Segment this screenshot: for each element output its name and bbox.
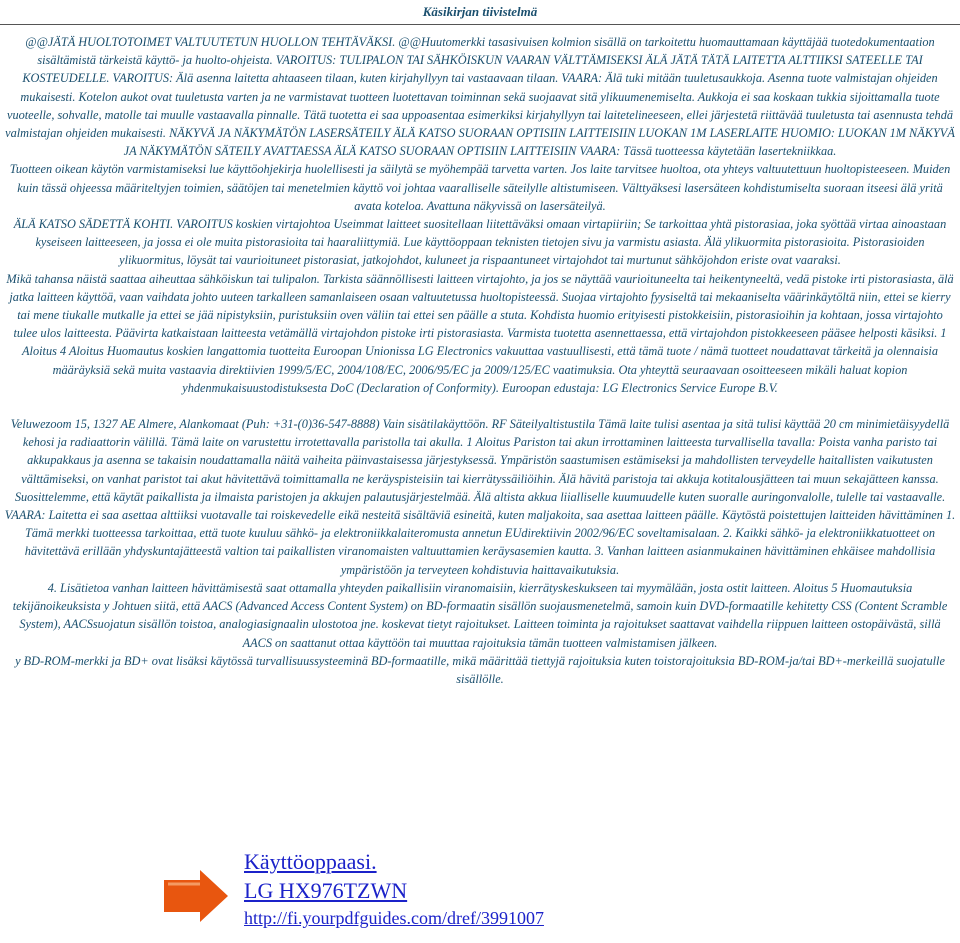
paragraph-usage: Tuotteen oikean käytön varmistamiseksi lue käyttöohjekirja huolellisesti ja säilytä se myöhempää tarvetta varten. Jos laite tarvitsee huoltoa, ota yhteys valtuutettuun huoltopisteeseen. Muiden kuin tässä ohjeessa määriteltyjen toimien, säätöjen tai menetelmien käyttö voi johtaa vaaralliselle säteilylle altistumiseen. Välttyäksesi lasersäteen kohdistumiselta suoraan itseesi älä yritä avata koteloa. Avattuna näkyvissä on lasersäteilyä. (9, 162, 951, 213)
paragraph-cord-care: Mikä tahansa näistä saattaa aiheuttaa sähköiskun tai tulipalon. Tarkista säännöllisesti laitteen virtajohto, ja jos se näyttää vaurioituneelta tai heikentyneeltä, vedä pistoke irti pistorasiasta, älä jatka laitteen käyttöä, vaan vaihdata johto uuteen tarkalleen samanlaiseen osaan valtuutetussa huoltopisteessä. Suojaa virtajohto fyysiseltä tai mekaaniselta väärinkäytöltä niin, ettei se kierry tai mene tiukalle mutkalle ja ettei se jää nipistyksiin, puristuksiin oven väliin tai ettei sen päälle a stuta. Kohdista huomio erityisesti pistokkeisiin, pistorasioihin ja kohtaan, jossa virtajohto tulee ulos laitteesta. Päävirta katkaistaan laitteesta vetämällä virtajohdon pistoke irti pistorasiasta. Varmista tuotetta asennettaessa, että virtajohdon pistokkeeseen pääsee helposti käsiksi. 1 Aloitus 4 Aloitus Huomautus koskien langattomia tuotteita Euroopan Unionissa LG Electronics vakuuttaa vastuullisesti, että tämä tuote / nämä tuotteet noudattavat tärkeitä ja olennaisia määräyksiä sekä muita vastaavia direktiivien 1999/5/EC, 2004/108/EC, 2006/95/EC ja 2009/125/EC vaatimuksia. Ota yhteyttä seuraavaan osoitteeseen mikäli haluat kopion yhdenmukaisuustodistuksesta DoC (Declaration of Conformity). Euroopan edustaja: LG Electronics Service Europe B.V. (6, 271, 954, 395)
paragraph-power-cord: ÄLÄ KATSO SÄDETTÄ KOHTI. VAROITUS koskien virtajohtoa Useimmat laitteet suositellaan liitettäväksi omaan virtapiiriin; Se tarkoittaa yhtä pistorasiaa, joka syöttää virtaa ainoastaan kyseiseen laitteeseen, ja jossa ei ole muita pistorasioita tai haaraliittymiä. Lue käyttöoppaan teknisten tietojen sivu ja varmistu asiasta. Älä ylikuormita pistorasioita. Pistorasioiden ylikuormitus, löysät tai vaurioituneet pistorasiat, jatkojohdot, kuluneet ja rispaantuneet virtajohdot tai murtunut sähköjohdon eriste ovat vaaraksi. (13, 217, 947, 268)
page-title: Käsikirjan tiivistelmä (422, 4, 538, 19)
manual-summary-body (4, 25, 956, 688)
paragraph-spacer (4, 397, 956, 415)
paragraph-copyright: 4. Lisätietoa vanhan laitteen hävittämisestä saat ottamalla yhteyden paikallisiin viranomaisiin, kierrätyskeskukseen tai myymälään, josta ostit laitteen. Aloitus 5 Huomautuksia tekijänoikeuksista y Johtuen siitä, että AACS (Advanced Access Content System) on BD-formaatin sisällön suojausmenetelmä, samoin kuin DVD-formaatille kehitetty CSS (Content Scramble System), AACSsuojatun sisällön toistoa, analogiasignaalin ulostotoa jne. koskevat tietyt rajoitukset. Laitteen toiminta ja rajoitukset saattavat vaihdella riippuen laitteen ostopäivästä, sillä AACS on saattanut ottaa käyttöön tai muuttaa rajoituksia tämän tuotteen valmistamisen jälkeen. (12, 580, 948, 650)
footer-links (244, 848, 544, 930)
paragraph-safety: @@JÄTÄ HUOLTOTOIMET VALTUUTETUN HUOLLON TEHTÄVÄKSI. @@Huutomerkki tasasivuisen kolmion sisällä on tarkoitettu huomauttamaan käyttäjää tuotedokumentaation sisältämistä tärkeistä käyttö- ja huolto-ohjeista. VAROITUS: TULIPALON TAI SÄHKÖISKUN VAARAN VÄLTTÄMISEKSI ÄLÄ JÄTÄ TÄTÄ LAITETTA ALTTIIKSI SATEELLE TAI KOSTEUDELLE. VAROITUS: Älä asenna laitetta ahtaaseen tilaan, kuten kirjahyllyyn tai vastaavaan tilaan. VAARA: Älä tuki mitään tuuletusaukkoja. Asenna tuote valmistajan ohjeiden mukaisesti. Kotelon aukot ovat tuuletusta varten ja ne varmistavat tuotteen luotettavan toiminnan sekä suojaavat sitä ylikuumenemiselta. Aukkoja ei saa koskaan tukkia sijoittamalla tuote vuoteelle, sohvalle, matolle tai muulle vastaavalla pinnalle. Tätä tuotetta ei saa uppoasentaa esimerkiksi kirjahyllyyn tai laitetelineeseen, ellei järjestetä riittävää tuuletusta tai asennusta tehdä valmistajan ohjeiden mukaisesti. NÄKYVÄ JA NÄKYMÄTÖN LASERSÄTEILY ÄLÄ KATSO SUORAAN OPTISIIN LAITTEISIIN LUOKAN 1M LASERLAITE HUOMIO: LUOKAN 1M NÄKYVÄ JA NÄKYMÄTÖN SÄTEILY AVATTAESSA ÄLÄ KATSO SUORAAN OPTISIIN LAITTEISIIN VAARA: Tässä tuotteessa käytetään lasertekniikkaa. (5, 35, 955, 159)
paragraph-disposal: Tämä merkki tuotteessa tarkoittaa, että tuote kuuluu sähkö- ja elektroniikkalaiteromusta annetun EUdirektiivin 2002/96/EC soveltamisalaan. 2. Kaikki sähkö- ja elektroniikkatuotteet on hävitettävä erillään yhdyskuntajätteestä valtion tai paikallisten viranomaisten valtuuttamien keräysasemien kautta. 3. Vanhan laitteen asianmukainen hävittäminen ehkäisee mahdollisia ympäristöön ja terveyteen kohdistuvia haittavaikutuksia. (24, 526, 936, 577)
manual-link[interactable]: Käyttöoppaasi. (244, 849, 377, 874)
model-link[interactable]: LG HX976TZWN (244, 878, 408, 903)
guide-url-link[interactable]: http://fi.yourpdfguides.com/dref/3991007 (244, 908, 544, 928)
paragraph-bd-rom: y BD-ROM-merkki ja BD+ ovat lisäksi käytössä turvallisuussysteeminä BD-formaatille, mikä määrittää tiettyjä rajoituksia kuten toistorajoituksia BD-ROM-ja/tai BD+-merkeillä suojatulle sisällölle. (15, 653, 945, 686)
arrow-logo-icon (160, 866, 232, 930)
paragraph-battery: Veluwezoom 15, 1327 AE Almere, Alankomaat (Puh: +31-(0)36-547-8888) Vain sisätilakäyttöön. RF Säteilyaltistustila Tämä laite tulisi asentaa ja sitä tulisi käyttää 20 cm minimietäisyydellä kehosi ja radiaattorin välillä. Tämä laite on varustettu irrotettavalla paristolla tai akulla. 1 Aloitus Pariston tai akun irrottaminen laitteesta turvallisella tavalla: Poista vanha paristo tai akkupakkaus ja asenna se takaisin noudattamalla näitä vaiheita päinvastaisessa järjestyksessä. Ympäristön saastumisen estämiseksi ja mahdollisten terveydelle haitallisten vaikutusten välttämiseksi, on vanhat paristot tai akut hävitettävä toimittamalla ne keräyspisteisiin tai kierrätyssäiliöihin. Älä hävitä paristoja tai akkuja kotitalousjätteen tai muun sekajätteen kanssa. Suosittelemme, että käytät paikallista ja ilmaista paristojen ja akkujen palautusjärjestelmää. Älä altista akkua liialliselle kuumuudelle kuten suoralle auringonvalolle, tulelle tai vastaavalle. VAARA: Laitetta ei saa asettaa alttiiksi vuotavalle tai roiskevedelle eikä nesteitä sisältäviä esineitä, kuten maljakoita, saa asettaa laitteen päälle. Käytöstä poistettujen laitteiden hävittäminen 1. (4, 417, 956, 523)
footer (160, 848, 860, 938)
